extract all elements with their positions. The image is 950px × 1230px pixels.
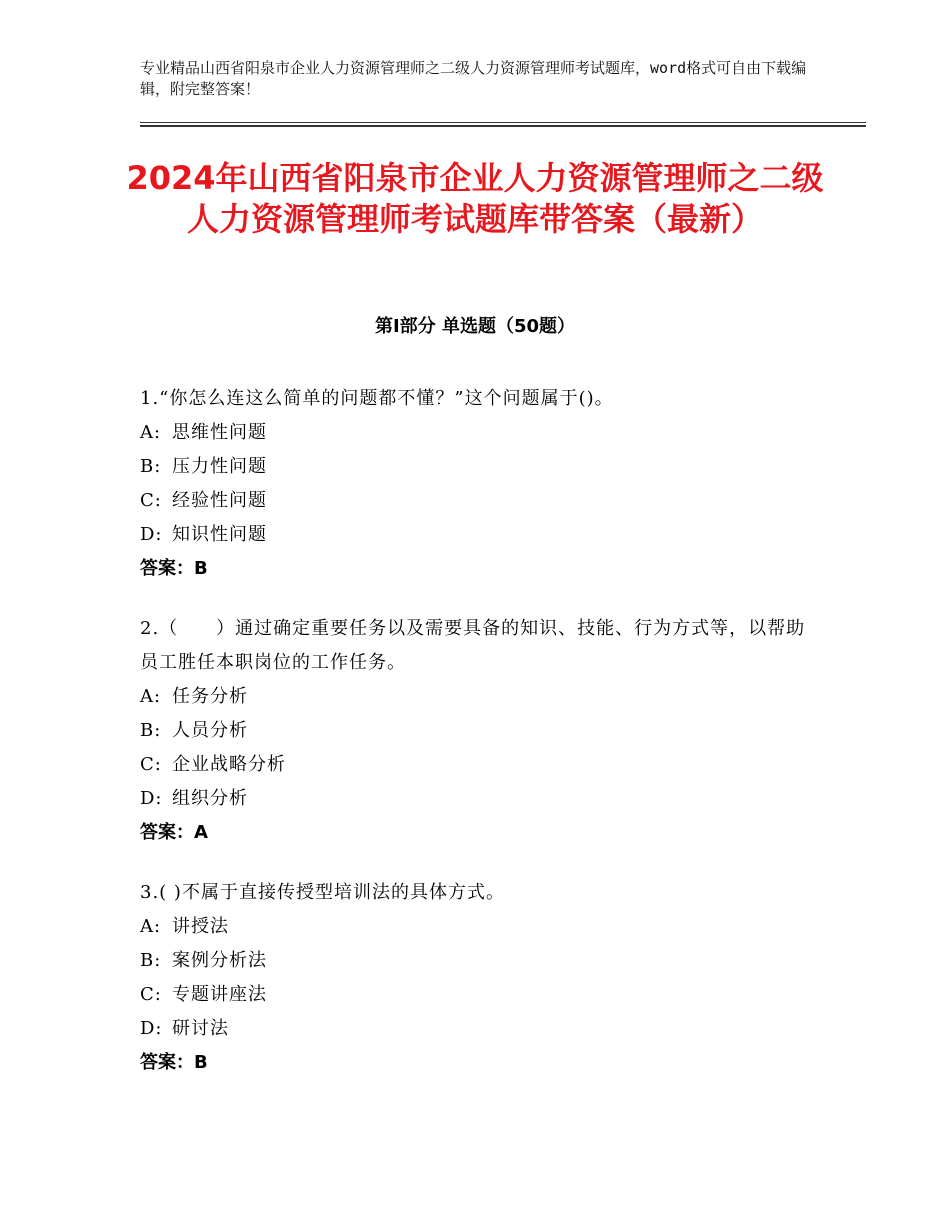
header-divider bbox=[140, 122, 866, 127]
question-stem: 2.（ ）通过确定重要任务以及需要具备的知识、技能、行为方式等，以帮助员工胜任本职岗位的工作任务。 bbox=[140, 618, 806, 673]
option-text: 经验性问题 bbox=[172, 490, 267, 511]
option-d bbox=[140, 1012, 820, 1046]
option-text: 研讨法 bbox=[172, 1018, 229, 1039]
option-b bbox=[140, 714, 820, 748]
option-c bbox=[140, 978, 820, 1012]
option-b bbox=[140, 944, 820, 978]
option-letter: C: bbox=[140, 754, 162, 775]
option-text: 任务分析 bbox=[172, 686, 248, 707]
question-1 bbox=[140, 382, 820, 586]
option-text: 企业战略分析 bbox=[172, 754, 286, 775]
section-title: 第Ⅰ部分 单选题（50题） bbox=[374, 316, 575, 337]
option-letter: B: bbox=[140, 456, 162, 477]
option-text: 组织分析 bbox=[172, 788, 248, 809]
option-letter: A: bbox=[140, 686, 162, 707]
option-d bbox=[140, 518, 820, 552]
option-text: 人员分析 bbox=[172, 720, 248, 741]
option-letter: D: bbox=[140, 788, 163, 809]
option-letter: C: bbox=[140, 490, 162, 511]
option-letter: A: bbox=[140, 422, 162, 443]
option-b bbox=[140, 450, 820, 484]
option-text: 思维性问题 bbox=[172, 422, 267, 443]
question-3 bbox=[140, 876, 820, 1080]
option-letter: B: bbox=[140, 950, 162, 971]
question-2 bbox=[140, 612, 820, 850]
option-text: 讲授法 bbox=[172, 916, 229, 937]
header-note: 专业精品山西省阳泉市企业人力资源管理师之二级人力资源管理师考试题库，word格式可自由下载编辑，附完整答案！ bbox=[140, 59, 807, 98]
option-letter: D: bbox=[140, 524, 163, 545]
option-text: 专题讲座法 bbox=[172, 984, 267, 1005]
option-text: 知识性问题 bbox=[172, 524, 267, 545]
option-c bbox=[140, 748, 820, 782]
option-c bbox=[140, 484, 820, 518]
answer-label: 答案：B bbox=[140, 1052, 208, 1073]
option-a bbox=[140, 680, 820, 714]
option-letter: A: bbox=[140, 916, 162, 937]
option-letter: C: bbox=[140, 984, 162, 1005]
option-letter: D: bbox=[140, 1018, 163, 1039]
question-stem: 1.“你怎么连这么简单的问题都不懂？”这个问题属于()。 bbox=[140, 388, 614, 409]
answer-label: 答案：A bbox=[140, 822, 208, 843]
option-letter: B: bbox=[140, 720, 162, 741]
option-a bbox=[140, 416, 820, 450]
option-text: 压力性问题 bbox=[172, 456, 267, 477]
option-text: 案例分析法 bbox=[172, 950, 267, 971]
question-stem: 3.( )不属于直接传授型培训法的具体方式。 bbox=[140, 882, 505, 903]
answer-label: 答案：B bbox=[140, 558, 208, 579]
option-a bbox=[140, 910, 820, 944]
question-list bbox=[140, 382, 820, 1106]
document-title: 2024年山西省阳泉市企业人力资源管理师之二级人力资源管理师考试题库带答案（最新） bbox=[126, 159, 824, 238]
option-d bbox=[140, 782, 820, 816]
